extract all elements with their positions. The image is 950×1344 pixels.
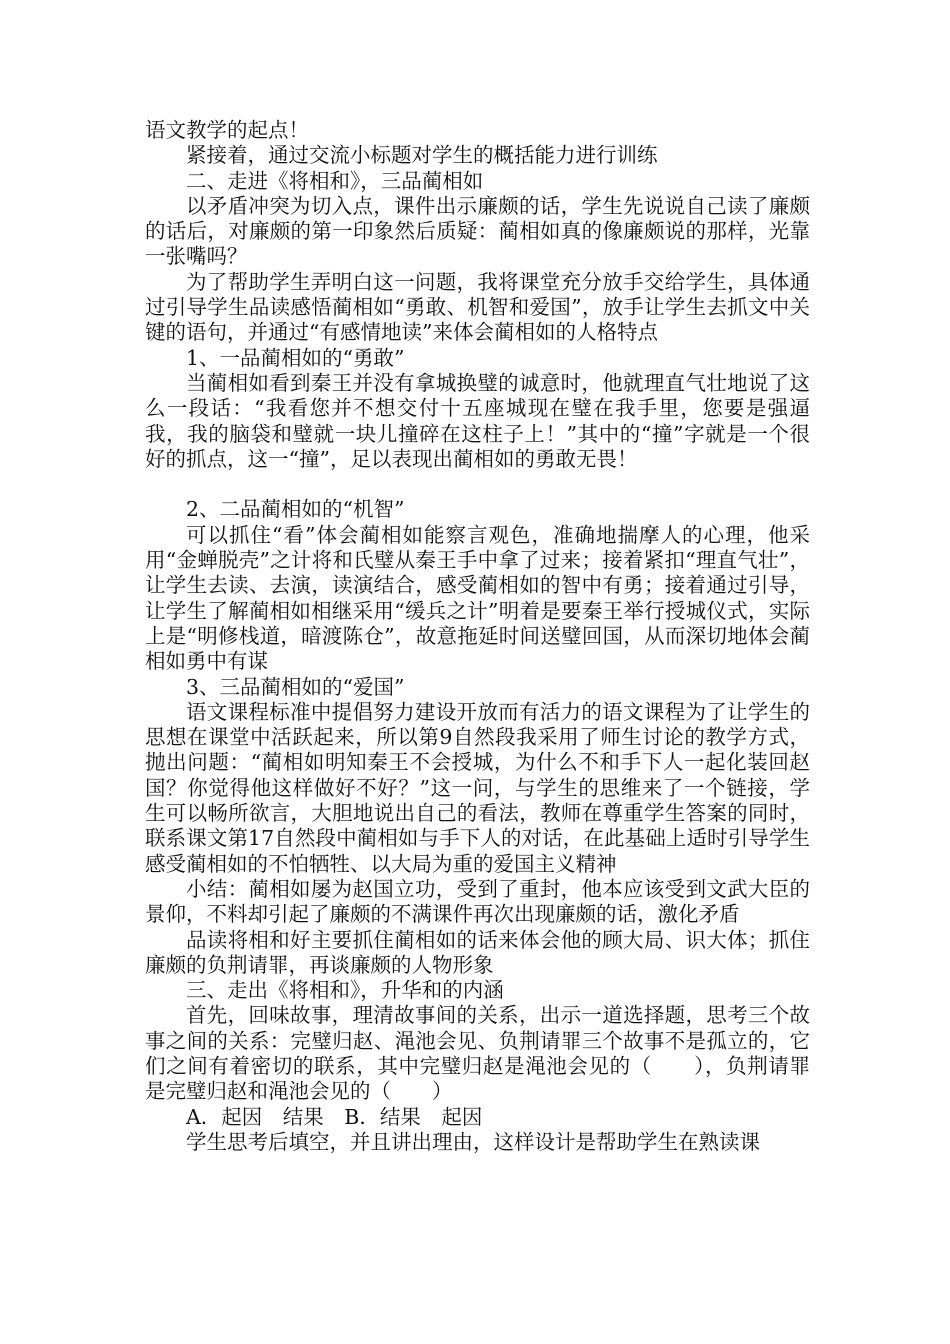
- paragraph-end: 学生思考后填空，并且讲出理由，这样设计是帮助学生在熟读课: [186, 1129, 760, 1154]
- section-heading-2: 二、走进《将相和》，三品蔺相如: [186, 168, 484, 193]
- paragraph-patriot: 语文课程标准中提倡努力建设开放而有活力的语文课程为了让学生的思想在课堂中活跃起来，所以第9自然段我采用了师生讨论的教学方式，抛出问题：“蔺相如明知秦王不会授城，为什么不和手下人一起化装回赵国？你觉得他这样做好不好？”这一问，与学生的思维来了一个链接，学生可以畅所欲言，大胆地说出自己的看法，教师在尊重学生答案的同时，联系课文第17自然段中蔺相如与手下人的对话，在此基础上适时引导学生感受蔺相如的不怕牺牲、以大局为重的爱国主义精神: [145, 699, 810, 876]
- paragraph-brave: 当蔺相如看到秦王并没有拿城换璧的诚意时，他就理直气壮地说了这么一段话：“我看您并不想交付十五座城现在璧在我手里，您要是强逼我，我的脑袋和璧就一块儿撞碎在这柱子上！”其中的“撞”字就是一个很好的抓点，这一“撞”，足以表现出蔺相如的勇敢无畏！: [145, 370, 810, 471]
- paragraph-start: 语文教学的起点！: [145, 118, 309, 142]
- subheading-brave: 1、一品蔺相如的“勇敢”: [186, 345, 405, 370]
- blank-line: [145, 472, 810, 497]
- paragraph-relation: 首先，回味故事，理清故事间的关系，出示一道选择题，思考三个故事之间的关系：完璧归赵、渑池会见、负荆请罪三个故事不是孤立的，它们之间有着密切的联系，其中完璧归赵是渑池会见的（ ），负荆请罪是完璧归赵和渑池会见的（ ）: [145, 1003, 810, 1104]
- paragraph-wise: 可以抓住“看”体会蔺相如能察言观色，准确地揣摩人的心理，他采用“金蝉脱壳”之计将和氏璧从秦王手中拿了过来；接着紧扣“理直气壮”，让学生去读、去演，读演结合，感受蔺相如的智中有勇；接着通过引导，让学生了解蔺相如相继采用“缓兵之计”明着是要秦王举行授城仪式，实际上是“明修栈道，暗渡陈仓”，故意拖延时间送璧回国，从而深切地体会蔺相如勇中有谋: [145, 522, 810, 674]
- subheading-wise: 2、二品蔺相如的“机智”: [186, 497, 405, 522]
- answer-options: A．起因 结果 B．结果 起因: [186, 1104, 483, 1129]
- paragraph-conflict: 以矛盾冲突为切入点，课件出示廉颇的话，学生先说说自己读了廉颇的话后，对廉颇的第一印象然后质疑：蔺相如真的像廉颇说的那样，光靠一张嘴吗？: [145, 193, 810, 269]
- section-heading-3: 三、走出《将相和》，升华和的内涵: [186, 978, 504, 1003]
- paragraph-transition: 紧接着，通过交流小标题对学生的概括能力进行训练: [186, 143, 658, 168]
- subheading-patriot: 3、三品蔺相如的“爱国”: [186, 674, 405, 699]
- document-page: [145, 118, 810, 1155]
- paragraph-method: 为了帮助学生弄明白这一问题，我将课堂充分放手交给学生，具体通过引导学生品读感悟蔺相如“勇敢、机智和爱国”，放手让学生去抓文中关键的语句，并通过“有感情地读”来体会蔺相如的人格特点: [145, 269, 810, 345]
- paragraph-summary: 小结：蔺相如屡为赵国立功，受到了重封，他本应该受到文武大臣的景仰，不料却引起了廉颇的不满课件再次出现廉颇的话，激化矛盾: [145, 876, 810, 927]
- paragraph-reading: 品读将相和好主要抓住蔺相如的话来体会他的顾大局、识大体；抓住廉颇的负荆请罪，再谈廉颇的人物形象: [145, 927, 810, 977]
